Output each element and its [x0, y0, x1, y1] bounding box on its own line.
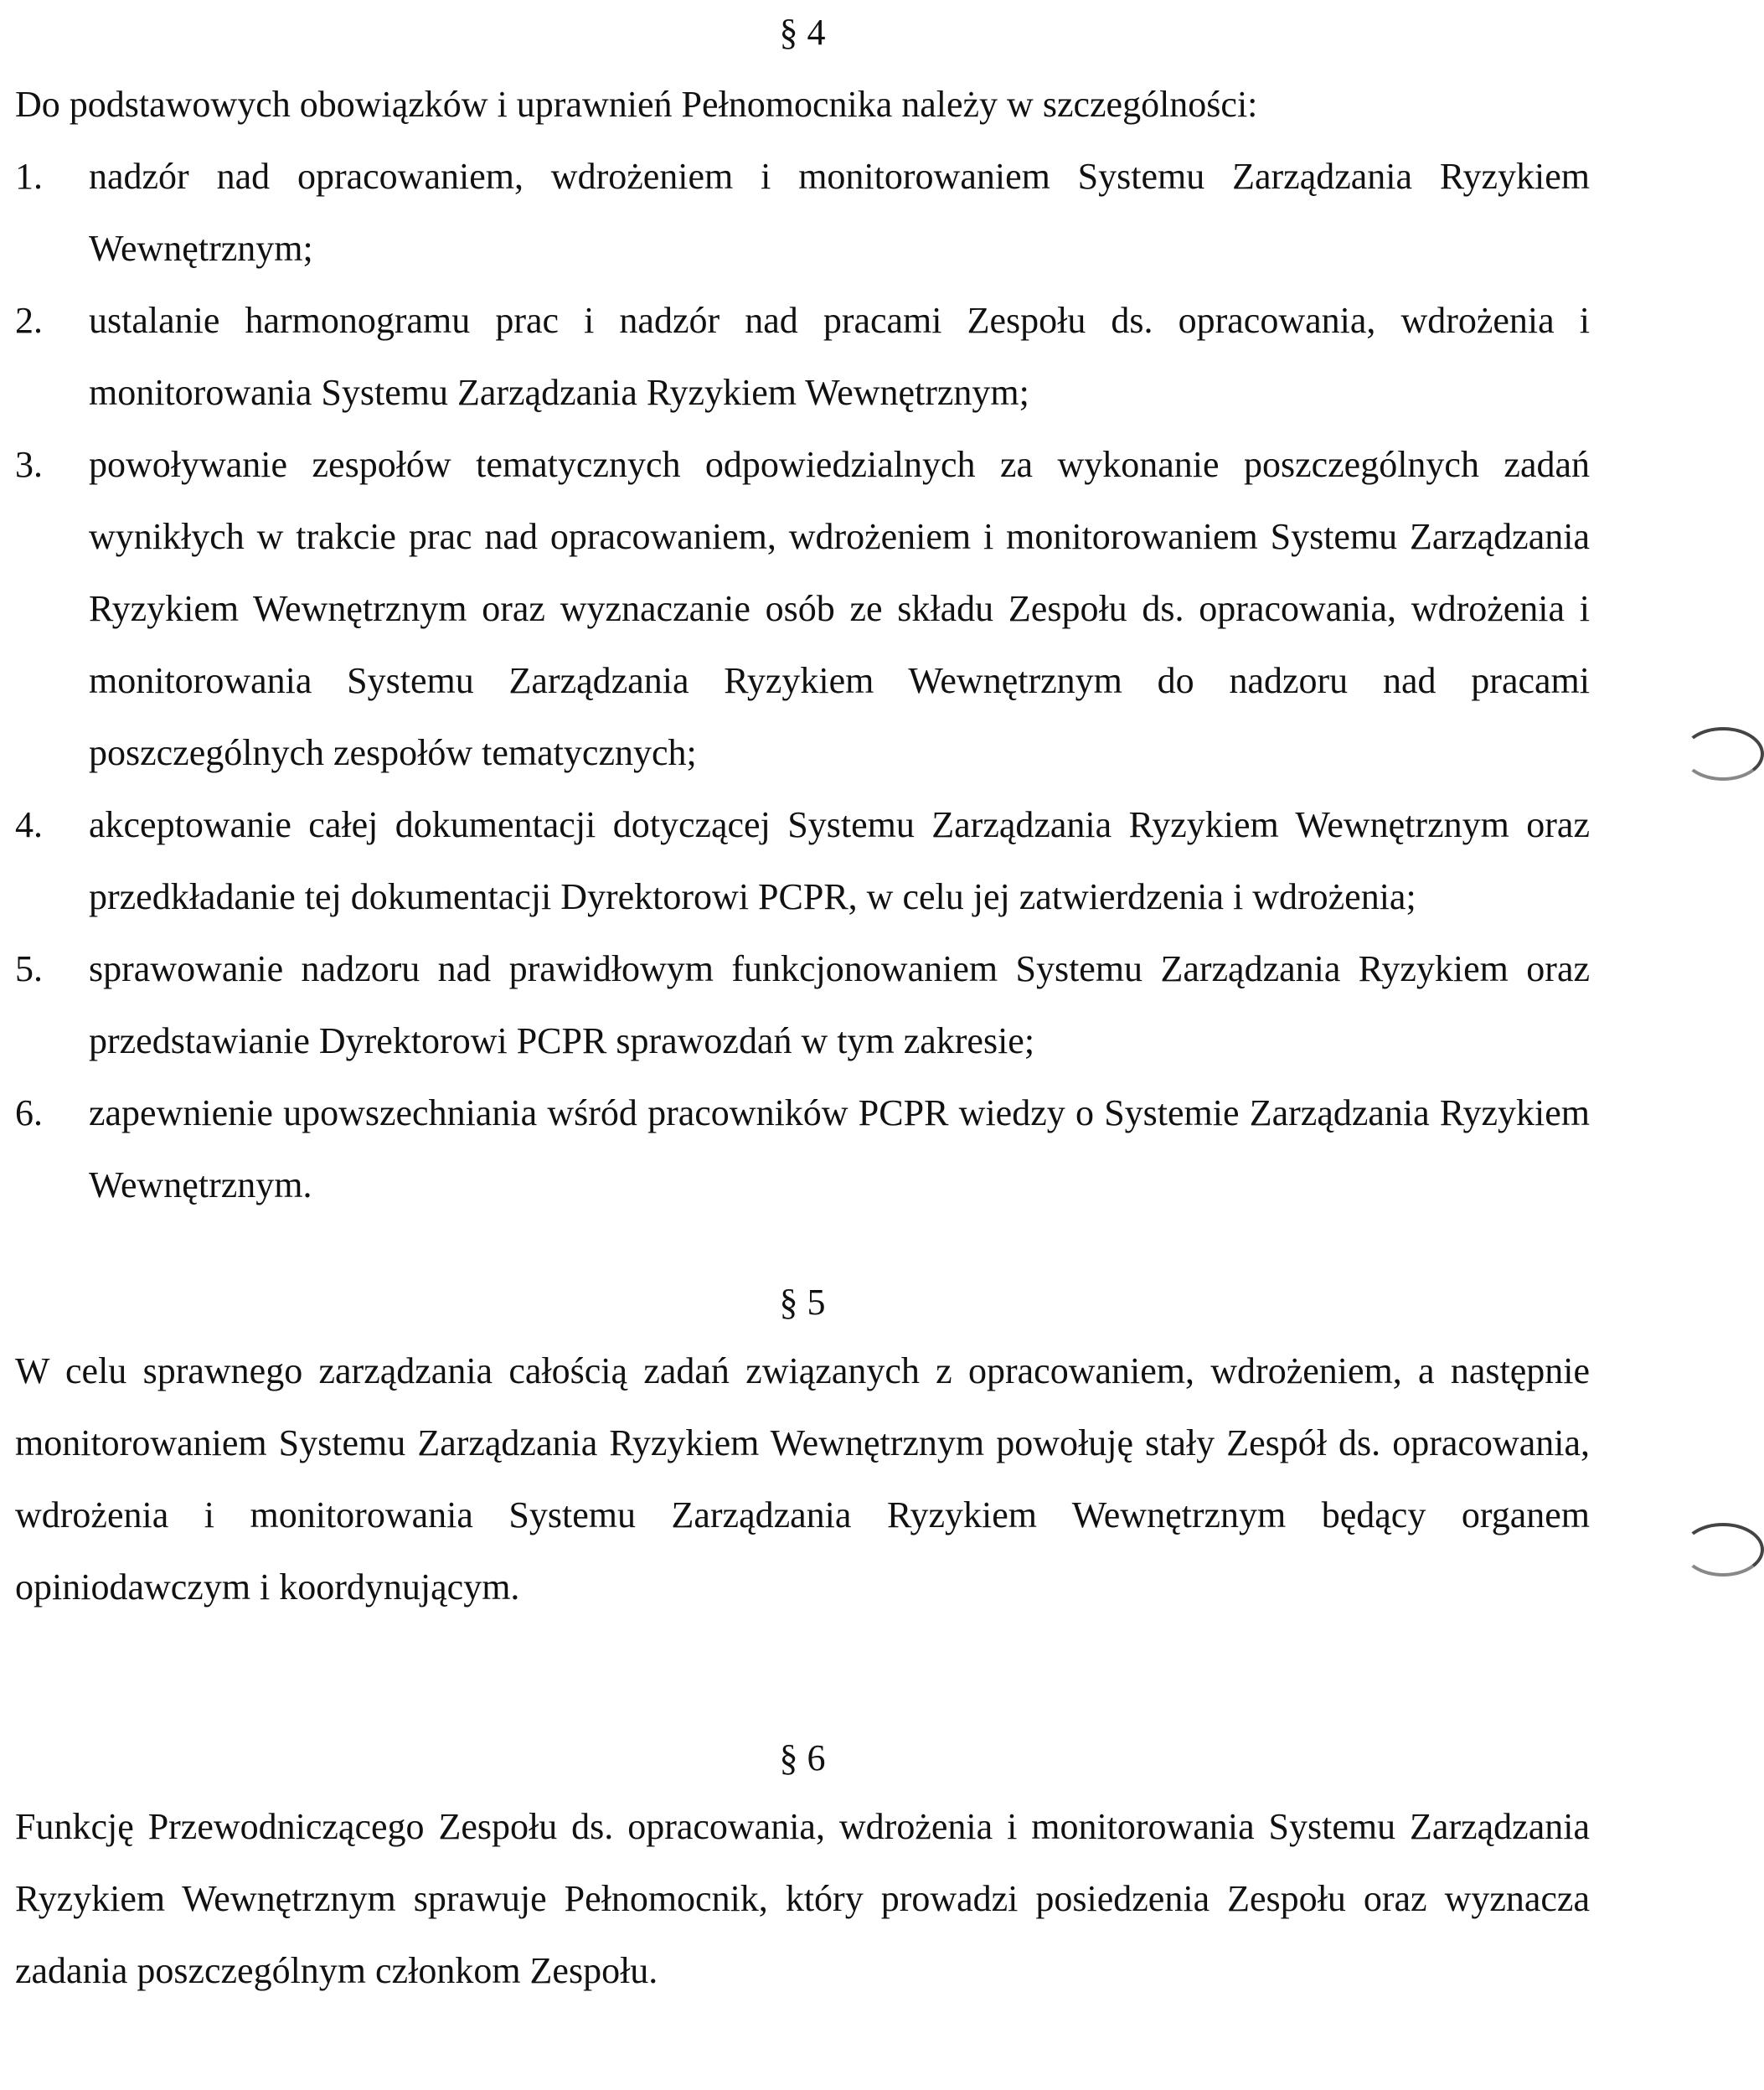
- list-item-text: nadzór nad opracowaniem, wdrożeniem i monitorowaniem Systemu Zarządzania Ryzykiem Wewnętrznym;: [89, 156, 1590, 269]
- list-item-text: powoływanie zespołów tematycznych odpowiedzialnych za wykonanie poszczególnych zadań wynikłych w trakcie prac nad opracowaniem, wdrożeniem i monitorowaniem Systemu Zarządzania Ryzykiem Wewnętrznym oraz wyznaczanie osób ze składu Zespołu ds. opracowania, wdrożenia i monitorowania Systemu Zarządzania Ryzykiem Wewnętrznym do nadzoru nad pracami poszczególnych zespołów tematycznych;: [89, 444, 1590, 773]
- section-5-text: W celu sprawnego zarządzania całością zadań związanych z opracowaniem, wdrożeniem, a następnie monitorowaniem Systemu Zarządzania Ryzykiem Wewnętrznym powołuję stały Zespół ds. opracowania, wdrożenia i monitorowania Systemu Zarządzania Ryzykiem Wewnętrznym będący organem opiniodawczym i koordynującym.: [15, 1350, 1590, 1607]
- list-item-text: sprawowanie nadzoru nad prawidłowym funkcjonowaniem Systemu Zarządzania Ryzykiem oraz przedstawianie Dyrektorowi PCPR sprawozdań w tym zakresie;: [89, 948, 1590, 1061]
- list-item-number: 1.: [15, 156, 43, 197]
- document-body: [15, 0, 1590, 2007]
- list-item: [15, 1077, 1590, 1221]
- section-6-text: Funkcję Przewodniczącego Zespołu ds. opracowania, wdrożenia i monitorowania Systemu Zarządzania Ryzykiem Wewnętrznym sprawuje Pełnomocnik, który prowadzi posiedzenia Zespołu oraz wyznacza zadania poszczególnym członkom Zespołu.: [15, 1806, 1590, 1991]
- section-4: [15, 5, 1590, 1221]
- list-item: [15, 429, 1590, 789]
- list-item-number: 6.: [15, 1092, 43, 1133]
- punch-hole-top: [1682, 727, 1764, 781]
- list-item-number: 2.: [15, 300, 43, 341]
- list-item: [15, 933, 1590, 1077]
- section-4-intro: Do podstawowych obowiązków i uprawnień Pełnomocnika należy w szczególności:: [15, 84, 1258, 125]
- list-item-number: 4.: [15, 804, 43, 845]
- duties-list: [15, 141, 1590, 1221]
- list-item-text: ustalanie harmonogramu prac i nadzór nad pracami Zespołu ds. opracowania, wdrożenia i monitorowania Systemu Zarządzania Ryzykiem Wewnętrznym;: [89, 300, 1590, 413]
- list-item: [15, 141, 1590, 285]
- list-item: [15, 285, 1590, 429]
- section-5: [15, 1275, 1590, 1623]
- section-5-heading: § 5: [779, 1282, 826, 1323]
- section-6: [15, 1731, 1590, 2007]
- list-item-text: akceptowanie całej dokumentacji dotyczącej Systemu Zarządzania Ryzykiem Wewnętrznym oraz przedkładanie tej dokumentacji Dyrektorowi PCPR, w celu jej zatwierdzenia i wdrożenia;: [89, 804, 1590, 917]
- list-item-number: 5.: [15, 948, 43, 989]
- punch-hole-bottom: [1682, 1523, 1764, 1577]
- section-6-heading: § 6: [779, 1737, 826, 1778]
- list-item-text: zapewnienie upowszechniania wśród pracowników PCPR wiedzy o Systemie Zarządzania Ryzykiem Wewnętrznym.: [89, 1092, 1590, 1205]
- list-item: [15, 789, 1590, 933]
- list-item-number: 3.: [15, 444, 43, 485]
- section-4-heading: § 4: [779, 12, 826, 53]
